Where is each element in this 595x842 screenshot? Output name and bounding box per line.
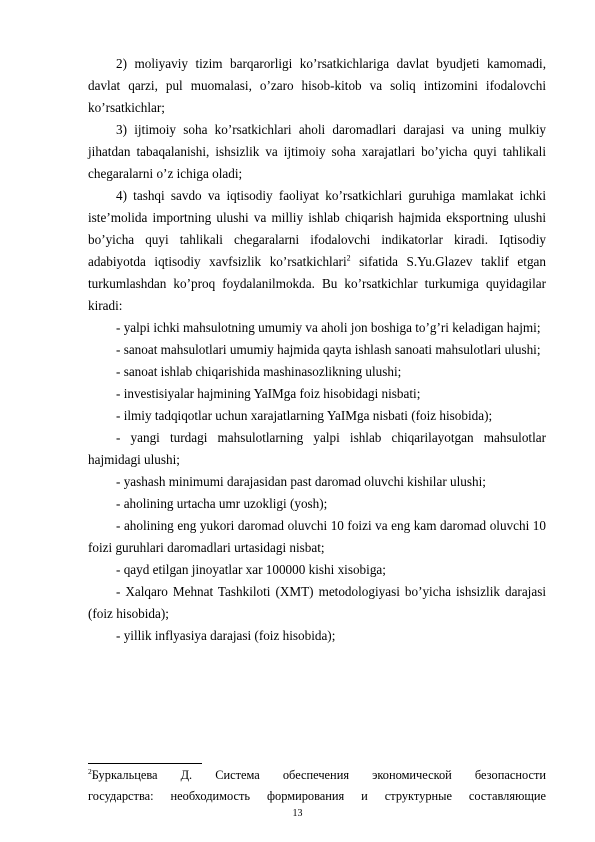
footnote-reference[interactable]: 2: [346, 253, 351, 263]
list-item-new-products-share: - yangi turdagi mahsulotlarning yalpi ishlab chiqarilayotgan mahsulotlar hajmidagi ulushi;: [88, 430, 546, 467]
paragraph-foreign-trade-text: 4) tashqi savdo va iqtisodiy faoliyat ko’rsatkichlari guruhiga mamlakat ichki iste’molida importning ulushi va milliy ishlab chiqarish hajmida eksportning ulushi bo’yicha quyi tahlikali chegaralarni ifodalovchi indikatorlar kiradi. Iqtisodiy adabiyotda iqtisodiy xavfsizlik ko’rsatkichlari: [88, 188, 546, 269]
list-item-below-subsistence-share: - yashash minimumi darajasidan past daromad oluvchi kishilar ulushi;: [116, 474, 486, 489]
list-item-investment-ratio: - investisiyalar hajmining YaIMga foiz hisobidagi nisbati;: [116, 386, 421, 401]
footnote-text-1: Буркальцева Д. Система обеспечения экономической безопасности: [91, 768, 546, 782]
paragraph-financial-stability: 2) moliyaviy tizim barqarorligi ko’rsatkichlariga davlat byudjeti kamomadi, davlat qarzi, pul muomalasi, o’zaro hisob-kitob va soliq intizomini ifodalovchi ko’rsatkichlar;: [88, 56, 546, 115]
list-item-unemployment-rate: - Xalqaro Mehnat Tashkiloti (XMT) metodologiyasi bo’yicha ishsizlik darajasi (foiz hisobida);: [88, 584, 546, 621]
list-item-income-ratio: - aholining eng yukori daromad oluvchi 10 foizi va eng kam daromad oluvchi 10 foizi guruhlari daromadlari urtasidagi nisbat;: [88, 518, 546, 555]
footnote-marker: 2: [88, 766, 92, 776]
list-item-processing-industry-share: - sanoat mahsulotlari umumiy hajmida qayta ishlash sanoati mahsulotlari ulushi;: [116, 342, 541, 357]
list-item-life-expectancy: - aholining urtacha umr uzokligi (yosh);: [116, 496, 328, 511]
list-item-gdp-volume: - yalpi ichki mahsulotning umumiy va aholi jon boshiga to’g’ri keladigan hajmi;: [116, 320, 541, 335]
list-item-inflation-rate: - yillik inflyasiya darajasi (foiz hisobida);: [116, 628, 336, 643]
list-item-crime-rate: - qayd etilgan jinoyatlar xar 100000 kishi xisobiga;: [116, 562, 386, 577]
footnote: [88, 765, 546, 807]
paragraph-social-sphere: 3) ijtimoiy soha ko’rsatkichlari aholi daromadlari darajasi va uning mulkiy jihatdan tabaqalanishi, ishsizlik va ijtimoiy soha xarajatlari bo’yicha quyi tahlikali chegaralarni o’z ichiga oladi;: [88, 122, 546, 181]
list-item-machine-building-share: - sanoat ishlab chiqarishida mashinasozlikning ulushi;: [116, 364, 402, 379]
footnote-line-1: [88, 765, 546, 786]
paragraph-foreign-trade: [88, 185, 546, 317]
body-text: [88, 53, 546, 647]
paragraph-foreign-trade-continuation: sifatida S.Yu.Glazev taklif etgan turkumlashdan ko’proq foydalanilmokda. Bu ko’rsatkichlar turkumiga quyidagilar kiradi:: [88, 254, 546, 313]
footnote-separator: [88, 763, 202, 764]
page-number: 13: [292, 808, 303, 819]
footnote-line-2: государства: необходимость формирования и структурные составляющие: [88, 789, 546, 803]
list-item-research-spending: - ilmiy tadqiqotlar uchun xarajatlarning YaIMga nisbati (foiz hisobida);: [116, 408, 493, 423]
